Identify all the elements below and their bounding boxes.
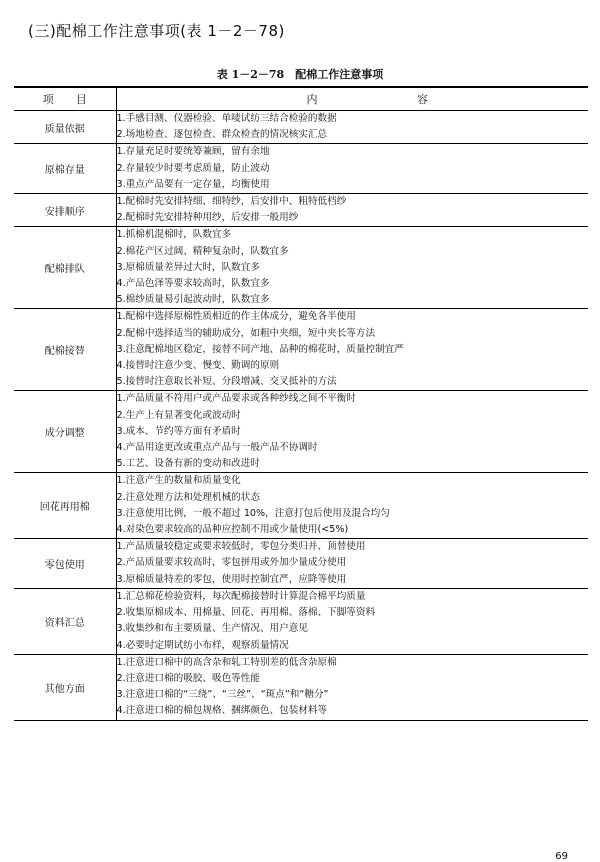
row-category: 原棉存量 bbox=[14, 144, 116, 194]
list-item: 2.配棉时先安排特种用纱，后安排一般用纱 bbox=[116, 212, 299, 224]
list-item: 4.对染色要求较高的品种应控制不用或少量使用(<5%) bbox=[116, 524, 349, 536]
list-item: 3.成本、节约等方面有矛盾时 bbox=[116, 425, 241, 437]
list-item: 5.棉纱质量易引起波动时，队数宜多 bbox=[116, 294, 270, 306]
table-header-row bbox=[14, 87, 588, 111]
list-item: 3.注意使用比例，一般不超过 10%，注意打包后使用及混合均匀 bbox=[116, 507, 390, 519]
section-heading: (三)配棉工作注意事项(表 1－2－78) bbox=[28, 22, 285, 40]
list-item: 2.注意处理方法和处理机械的状态 bbox=[116, 491, 260, 503]
list-item: 1.配棉时先安排特细、细特纱，后安排中、粗特低档纱 bbox=[116, 196, 347, 208]
row-category: 配棉接替 bbox=[14, 309, 116, 391]
list-item: 3.注意进口棉的“三绕”、“三丝”、“斑点”和“糖分” bbox=[116, 689, 329, 701]
row-items bbox=[116, 309, 588, 391]
list-item: 4.接替时注意少变、慢变、勤调的原则 bbox=[116, 360, 280, 372]
list-item: 1.注意产生的数量和质量变化 bbox=[116, 475, 241, 487]
table-row bbox=[14, 309, 588, 391]
list-item: 1.存量充足时要统筹兼顾，留有余地 bbox=[116, 146, 270, 158]
row-items bbox=[116, 111, 588, 144]
list-item: 2.存量较少时要考虑质量，防止波动 bbox=[116, 162, 270, 174]
list-item: 5.接替时注意取长补短、分段增减、交叉抵补的方法 bbox=[116, 376, 337, 388]
row-category: 成分调整 bbox=[14, 391, 116, 473]
list-item: 1.汇总棉花检验资料，每次配棉接替时计算混合棉平均质量 bbox=[116, 590, 366, 602]
cotton-blending-notes-table bbox=[14, 86, 588, 721]
row-items bbox=[116, 227, 588, 309]
list-item: 1.配棉中选择原棉性质相近的作主体成分，避免各半使用 bbox=[116, 311, 356, 323]
list-item: 2.配棉中选择适当的辅助成分，如粗中夹细，短中夹长等方法 bbox=[116, 327, 376, 339]
header-content bbox=[116, 87, 588, 111]
header-item: 项 目 bbox=[14, 87, 116, 111]
row-category: 安排顺序 bbox=[14, 194, 116, 227]
header-content-part-b: 容 bbox=[417, 93, 428, 106]
table-row bbox=[14, 654, 588, 720]
list-item: 4.必要时定期试纺小布样，观察质量情况 bbox=[116, 639, 289, 651]
list-item: 1.手感目测、仪器检验、单唛试纺三结合检验的数据 bbox=[116, 113, 337, 124]
row-items bbox=[116, 194, 588, 227]
row-category: 配棉排队 bbox=[14, 227, 116, 309]
list-item: 2.棉花产区过阔、精种复杂时，队数宜多 bbox=[116, 245, 289, 257]
list-item: 2.收集原棉成本、用棉量、回花、再用棉、落棉、下脚等资料 bbox=[116, 607, 376, 619]
list-item: 1.产品质量较稳定或要求较低时，零包分类归并、顶替使用 bbox=[116, 541, 366, 553]
list-item: 2.产品质量要求较高时，零包拼用或外加少量成分使用 bbox=[116, 557, 347, 569]
list-item: 3.原棉质量差异过大时，队数宜多 bbox=[116, 261, 260, 273]
table-row bbox=[14, 227, 588, 309]
list-item: 2.生产上有显著变化或波动时 bbox=[116, 409, 241, 421]
row-category: 回花再用棉 bbox=[14, 473, 116, 539]
row-category: 质量依据 bbox=[14, 111, 116, 144]
row-items bbox=[116, 473, 588, 539]
list-item: 3.注意配棉地区稳定，接替不同产地、品种的棉花时，质量控制宜严 bbox=[116, 343, 404, 355]
row-items bbox=[116, 391, 588, 473]
row-items bbox=[116, 588, 588, 654]
row-items bbox=[116, 654, 588, 720]
table-caption: 表 1－2－78 配棉工作注意事项 bbox=[216, 68, 384, 81]
list-item: 4.产品用途更改或重点产品与一般产品不协调时 bbox=[116, 442, 318, 454]
table-row bbox=[14, 473, 588, 539]
row-category: 其他方面 bbox=[14, 654, 116, 720]
list-item: 4.注意进口棉的棉包规格、捆绑颜色、包装材料等 bbox=[116, 705, 328, 717]
list-item: 2.场地检查、逐包检查、群众检查的情况核实汇总 bbox=[116, 129, 328, 141]
list-item: 3.重点产品要有一定存量，均衡使用 bbox=[116, 178, 270, 190]
list-item: 2.注意进口棉的吸胶、吸色等性能 bbox=[116, 672, 260, 684]
row-items bbox=[116, 539, 588, 589]
list-item: 4.产品色泽等要求较高时，队数宜多 bbox=[116, 278, 270, 290]
row-category: 资料汇总 bbox=[14, 588, 116, 654]
table-row bbox=[14, 391, 588, 473]
table-row bbox=[14, 144, 588, 194]
list-item: 1.产品质量不符用户或产品要求或各种纱线之间不平衡时 bbox=[116, 393, 356, 405]
table-row bbox=[14, 111, 588, 144]
list-item: 1.注意进口棉中的高含杂和轧工特别差的低含杂原棉 bbox=[116, 656, 337, 668]
list-item: 3.收集纱和布主要质量、生产情况、用户意见 bbox=[116, 623, 308, 635]
list-item: 5.工艺、设备有新的变动和改进时 bbox=[116, 458, 260, 470]
row-items bbox=[116, 144, 588, 194]
table-row bbox=[14, 194, 588, 227]
table-row bbox=[14, 588, 588, 654]
header-content-part-a: 内 bbox=[306, 93, 318, 106]
list-item: 3.原棉质量特差的零包，使用时控制宜严，应降等使用 bbox=[116, 573, 347, 585]
list-item: 1.抓棉机混棉时，队数宜多 bbox=[116, 229, 232, 241]
table-row bbox=[14, 539, 588, 589]
row-category: 零包使用 bbox=[14, 539, 116, 589]
page-number: 69 bbox=[555, 851, 568, 862]
